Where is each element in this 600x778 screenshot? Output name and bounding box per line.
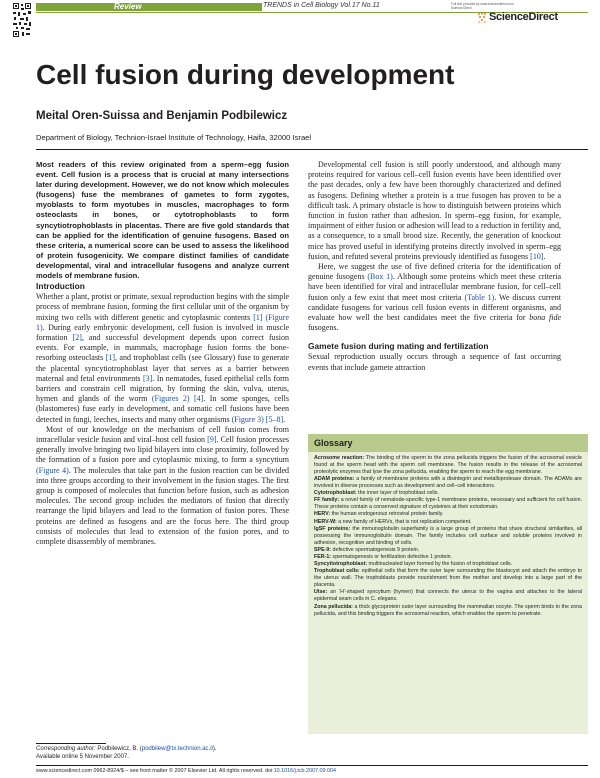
glossary-item (314, 497, 582, 511)
box-link[interactable]: (Box 1) (367, 272, 393, 282)
italic-run: bona fide (529, 313, 561, 323)
glossary-term: IgSF proteins: (314, 525, 351, 532)
glossary-definition: the immunoglobulin superfamily is a large group of proteins that share structural similarities, all possessing the immunoglobulin domain. The family includes cell surface and soluble proteins involved in adhesion, recognition and binding of cells. (314, 525, 582, 546)
reference-link[interactable]: [3] (142, 373, 153, 383)
glossary-item (314, 476, 582, 490)
glossary-definition: a family of membrane proteins with a disintegrin and metalloprotease domain. The ADAMs are involved in diverse processes such as development and cell–cell interactions. (314, 476, 582, 489)
footnote-close: ). (212, 746, 217, 752)
glossary-item (314, 561, 582, 568)
reference-link[interactable]: [9] (207, 434, 217, 444)
article-title: Cell fusion during development (36, 59, 455, 90)
glossary-term: ADAM proteins: (314, 476, 355, 483)
sciencedirect-logo-icon (477, 12, 487, 24)
text-run: . Cell fusion processes generally involve bringing two lipid bilayers into close proximity, followed by the formation of a fusion pore and cytoplasmic mixing, to form a syncytium (36, 434, 289, 465)
text-run: Most of our knowledge on the mechanism of cell fusion comes from intracellular vesicle fusion and viral–host cell fusion (36, 424, 289, 444)
glossary-item (314, 490, 582, 497)
glossary-term: FER-1: (314, 554, 332, 561)
reference-link[interactable]: [1] (253, 312, 263, 322)
article-affiliation: Department of Biology, Technion-Israel Institute of Technology, Haifa, 32000 Israel (36, 133, 312, 142)
text-run: , and successful development depends upon correct fusion events. For example, in mammals, macrophage fusion forms the bone-resorbing osteoclasts (36, 332, 290, 363)
article-authors: Meital Oren-Suissa and Benjamin Podbilewicz (36, 110, 288, 122)
introduction-heading: Introduction (36, 281, 85, 292)
glossary-definition: an ‘H’-shaped syncytium (hymen) that connects the uterus to the vagina and attaches to the lateral epidermal seam cells in C. elegans. (314, 589, 582, 603)
glossary-list (308, 452, 588, 617)
reference-link[interactable]: [5–8] (265, 414, 284, 424)
author-email-link[interactable]: podbilew@tx.technion.ac.il (141, 746, 213, 752)
reference-link[interactable]: [1] (105, 353, 115, 363)
glossary-definition: epithelial cells that form the outer layer surrounding the blastocyst and attach the embryo to the uterus wall. The trophoblasts provide nourishment from the mother and develop into a large part of the placenta. (314, 568, 583, 589)
page-footer (36, 768, 336, 774)
reference-link[interactable]: [10] (530, 251, 544, 261)
text-run: fusogens. (308, 323, 339, 333)
glossary-item (314, 526, 582, 547)
right-column (308, 160, 561, 373)
text-run: Here, we suggest the use of five defined criteria for the identification of genuine fusogens (308, 262, 561, 282)
intro-paragraph-2 (36, 425, 289, 547)
title-rule (36, 149, 588, 150)
section-bar (36, 3, 262, 11)
footer-rule (36, 765, 588, 766)
figure-link[interactable]: (Figure 4) (36, 465, 69, 475)
footer-text: www.sciencedirect.com 0962-8924/$ – see front matter © 2007 Elsevier Ltd. All rights reserved. doi: (36, 768, 274, 774)
sd-small-line: Science Direct (451, 6, 472, 10)
glossary-item (314, 589, 582, 603)
glossary-term: Trophoblast cells: (314, 568, 360, 575)
corresponding-author-line (36, 745, 217, 753)
glossary-title: Glossary (308, 434, 588, 452)
intro-paragraph-1 (36, 292, 289, 425)
glossary-item (314, 554, 582, 561)
journal-citation: TRENDS in Cell Biology Vol.17 No.11 (263, 2, 380, 9)
page-header (0, 0, 600, 40)
glossary-definition: The binding of the sperm to the zona pellucida triggers the fusion of the acrosomal vesicle found at the sperm head with the sperm cell membrane. The fusion results in the release of the acrosomal proteolytic enzymes that lyse the zona pellucida, enabling the sperm to reach the egg membrane. (314, 455, 582, 475)
glossary-term: SPE-9: (314, 546, 332, 553)
text-run: , and trophoblast cells (see Glossary) fuse to generate the placental syncytiotrophoblast layer that serves as a barrier between maternal and fetal environments (36, 353, 289, 383)
footnote-rule (36, 743, 106, 744)
sd-small-text (451, 2, 581, 10)
right-paragraph-2 (308, 262, 561, 333)
text-run: Developmental cell fusion is still poorly understood, and although many proteins required for various cell–cell fusion events have been identified over the past decades, only a few have been thoroughly characterized and defined as fusogens. Defining whether a protein is a true fusogen has proven to be a difficult task. A primary obstacle is how to distinguish between proteins which function in fusion rather than adhesion. In sperm–egg fusion, for example, impairment of either fusion or adhesion will lead to a reduction in fertility and, as a consequence, to a small brood size. Recently, the generation of knockout mice has proved useful in identifying proteins directly involved in sperm–egg fusion, and refuted several proteins previously identified as fusogens (308, 160, 561, 261)
gamete-fusion-heading: Gamete fusion during mating and fertilization (308, 341, 489, 352)
glossary-item (314, 519, 582, 526)
text-run: . Although some proteins which meet these criteria have been identified for viral and intracellular membrane fusion, for cell–cell fusion only a few exist that meet most criteria (308, 272, 562, 302)
glossary-term: Acrosome reaction: (314, 455, 365, 461)
figure-link[interactable]: (Figure 3) (231, 414, 264, 424)
figure-link[interactable]: (Figures 2) (151, 394, 190, 404)
text-run: . (283, 414, 286, 424)
glossary-item (314, 547, 582, 554)
text-run: . The molecules that take part in the fusion reaction can be divided into three groups according to their involvement in the fusion stages. The first group is composed of molecules that function before fusion, such as adhesion molecules. The second group includes the mediators of fusion that directly rearrange the lipid bilayers and lead to the formation of fusion pores. These proteins are defined as fusogens and are the focus here. The third group consists of molecules that lead to extension of the fusion pores, and to complete disassembly of membranes. (36, 465, 290, 546)
text-run: . In some sponges, cells (blastomeres) fuse early in development, and somatic cell fusions have been detected in fungi, leeches, insects and many other organisms (36, 394, 289, 424)
glossary-definition: the inner layer of trophoblast cells. (356, 490, 439, 497)
reference-link[interactable]: [4] (194, 394, 204, 404)
glossary-item (314, 604, 582, 618)
glossary-term: FF family: (314, 497, 340, 504)
glossary-term: Utse: (314, 589, 328, 596)
glossary-item (314, 511, 582, 518)
glossary-definition: a thick glycoprotein outer layer surrounding the mammalian oocyte. The sperm binds to the zona pellucida, and this binding triggers the acrosomal reaction, which enables the sperm to penetrate. (314, 603, 582, 617)
right-paragraph-1 (308, 160, 561, 262)
glossary-term: Cytotrophoblast: (314, 490, 357, 497)
text-run: . We discuss current candidate fusogens for various cell fusion events in different organisms, and evaluate how well the best candidates meet the five criteria for (308, 292, 562, 323)
glossary-term: Zona pellucida: (314, 603, 353, 610)
glossary-definition: a new family of HERVs, that is not replication competent. (336, 518, 472, 525)
glossary-term: HERV-W: (314, 518, 337, 525)
glossary-term: Syncytiotrophoblast: (314, 561, 367, 568)
glossary-definition: the human endogenous retroviral protein family. (330, 511, 444, 518)
available-online: Available online 5 November 2007. (36, 754, 129, 760)
figure-link[interactable]: (Figure 1) (36, 312, 289, 332)
glossary-item (314, 568, 582, 589)
footnote-author: Podbilewicz, B. ( (95, 746, 142, 752)
glossary-definition: a novel family of nematode-specific type-1 membrane proteins, necessary and sufficient for cell fusion. These proteins contain a conserved signature of cysteines at their ectodomain. (314, 497, 583, 511)
glossary-definition: multinucleated layer formed by the fusion of trophoblast cells. (366, 561, 513, 568)
doi-link[interactable]: 10.1016/j.tcb.2007.09.004 (273, 768, 337, 774)
section-label: Review (114, 2, 142, 11)
reference-link[interactable]: [2] (72, 332, 82, 342)
footnote-label: Corresponding author: (36, 746, 96, 752)
glossary-definition: spermatogenesis or fertilization defective 1 protein. (331, 554, 453, 561)
glossary-box (308, 434, 588, 734)
corresponding-author-note (36, 745, 217, 761)
right-paragraph-3: Sexual reproduction usually occurs through a sequence of fast occurring events that include gamete attraction (308, 352, 561, 372)
table-link[interactable]: (Table 1) (464, 292, 495, 302)
text-run: . (543, 251, 546, 261)
text-run: . In nematodes, fused epithelial cells form barriers and constrain cell migration, by forming the skin, vulva, uterus, hymen and glands of the worm (36, 373, 289, 404)
text-run: Whether a plant, protist or primate, sexual reproduction begins with the simple process of membrane fusion, forming the first cellular unit of the organism by mixing two cells with different genetic and cytoplasmic contents (36, 292, 289, 322)
glossary-item (314, 455, 582, 476)
left-column (36, 160, 289, 547)
glossary-definition: defective spermatogenesis 9 protein. (331, 546, 420, 553)
text-run: . During early embryonic development, cell fusion is involved in muscle formation (36, 322, 289, 342)
abstract: Most readers of this review originated from a sperm–egg fusion event. Cell fusion is a process that is crucial at many intersections later during development. However, we do not know which molecules (fusogens) fuse the membranes of gametes to form zygotes, myoblasts to form myotubes in muscles, macrophages to form osteoclasts in bones, or cytotrophoblasts to form syncytiotrophoblasts in placentas. There are five gold standards that can be applied for the identification of genuine fusogens. Based on these criteria, a numerical score can be used to assess the likelihood of protein fusogenicity. We compare distinct families of candidate developmental, viral and intracellular fusogens and analyze current models of membrane fusion. (36, 160, 289, 281)
sd-small-line: Full text provided by www.sciencedirect.com (451, 2, 514, 6)
glossary-term: HERV: (314, 511, 331, 518)
qr-code-icon (12, 2, 32, 38)
sciencedirect-logo-text: ScienceDirect (489, 11, 558, 23)
